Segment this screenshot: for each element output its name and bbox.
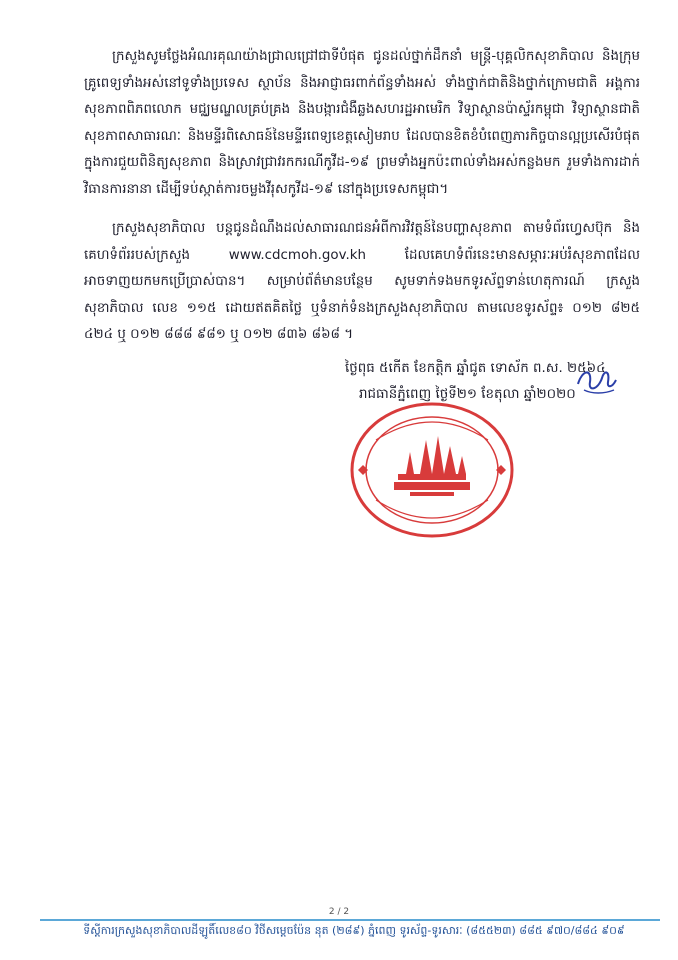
page-number: 2 / 2 (328, 907, 350, 917)
ministry-seal-icon (346, 400, 516, 540)
handwritten-signature-icon (574, 360, 620, 400)
footer-divider (40, 919, 660, 921)
footer-address: ទីស្តីការក្រសួងសុខាភិបាលដីឡូតិ៍លេខ៨០ វិថីសម្តេចប៉ែន នុត (២៨៩) ភ្នំពេញ ទូរស័ព្ទ-ទូរសារៈ (៨៥៥២៣) ៨៨៥ ៩៧០/៨៨៤ ៩០៩ (83, 924, 625, 937)
body-paragraph-thanks: ក្រសួងសូមថ្លែងអំណរគុណយ៉ាងជ្រាលជ្រៅជាទីបំផុត ជូនដល់ថ្នាក់ដឹកនាំ មន្ត្រី-បុគ្គលិកសុខាភិបាល និងក្រុមគ្រូពេទ្យទាំងអស់នៅទូទាំងប្រទេស ស្ថាប័ន និងអាជ្ញាធរពាក់ព័ន្ធទាំងអស់ ទាំងថ្នាក់ជាតិនិងថ្នាក់ក្រោមជាតិ អង្គការសុខភាពពិភពលោក មជ្ឈមណ្ឌលគ្រប់គ្រង និងបង្ការជំងឺឆ្លងសហរដ្ឋអាមេរិក វិទ្យាស្ថានប៉ាស្ទ័រកម្ពុជា វិទ្យាស្ថានជាតិសុខភាពសាធារណៈ និងមន្ទីរពិសោធន៍នៃមន្ទីរពេទ្យខេត្តសៀមរាប ដែលបានខិតខំបំពេញភារកិច្ចបានល្អប្រសើរបំផុត ក្នុងការជួយពិនិត្យសុខភាព និងស្រាវជ្រាវរកករណីកូវីដ-១៩ ព្រមទាំងអ្នកប៉ះពាល់ទាំងអស់កន្លងមក រួមទាំងការដាក់វិធានការនានា ដើម្បីទប់ស្កាត់ការចម្លងវីរុសកូវីដ-១៩ នៅក្នុងប្រទេសកម្ពុជា។ (84, 49, 640, 197)
lunar-date: ថ្ងៃពុធ ៥កើត ខែកត្តិក ឆ្នាំជូត ទោស័ក ព.ស. ២៥៦៤ (345, 361, 606, 376)
place-and-date: រាជធានីភ្នំពេញ ថ្ងៃទី២១ ខែតុលា ឆ្នាំ២០២០ (359, 387, 576, 402)
body-paragraph-contact-info: ក្រសួងសុខាភិបាល បន្តជូនដំណឹងដល់សាធារណជនអំពីការវិវត្តន៍នៃបញ្ហាសុខភាព តាមទំព័រហ្វេសប៊ុក និងគេហទំព័ររបស់ក្រសួង www.cdcmoh.gov.kh ដែលគេហទំព័រនេះមានសម្ភារៈអប់រំសុខភាពដែលអាចទាញយកមកប្រើប្រាស់បាន។ សម្រាប់ព័ត៌មានបន្ថែម សូមទាក់ទងមកទូរស័ព្ទទាន់ហេតុការណ៍ ក្រសួងសុខាភិបាល លេខ ១១៥ ដោយឥតគិតថ្លៃ ឬទំនាក់ទំនងក្រសួងសុខាភិបាល តាមលេខទូរស័ព្ទ៖ ០១២ ៨២៥ ៤២៤ ឬ ០១២ ៨៨៨ ៩៨១ ឬ ០១២ ៨៣៦ ៨៦៨ ។ (84, 221, 640, 342)
